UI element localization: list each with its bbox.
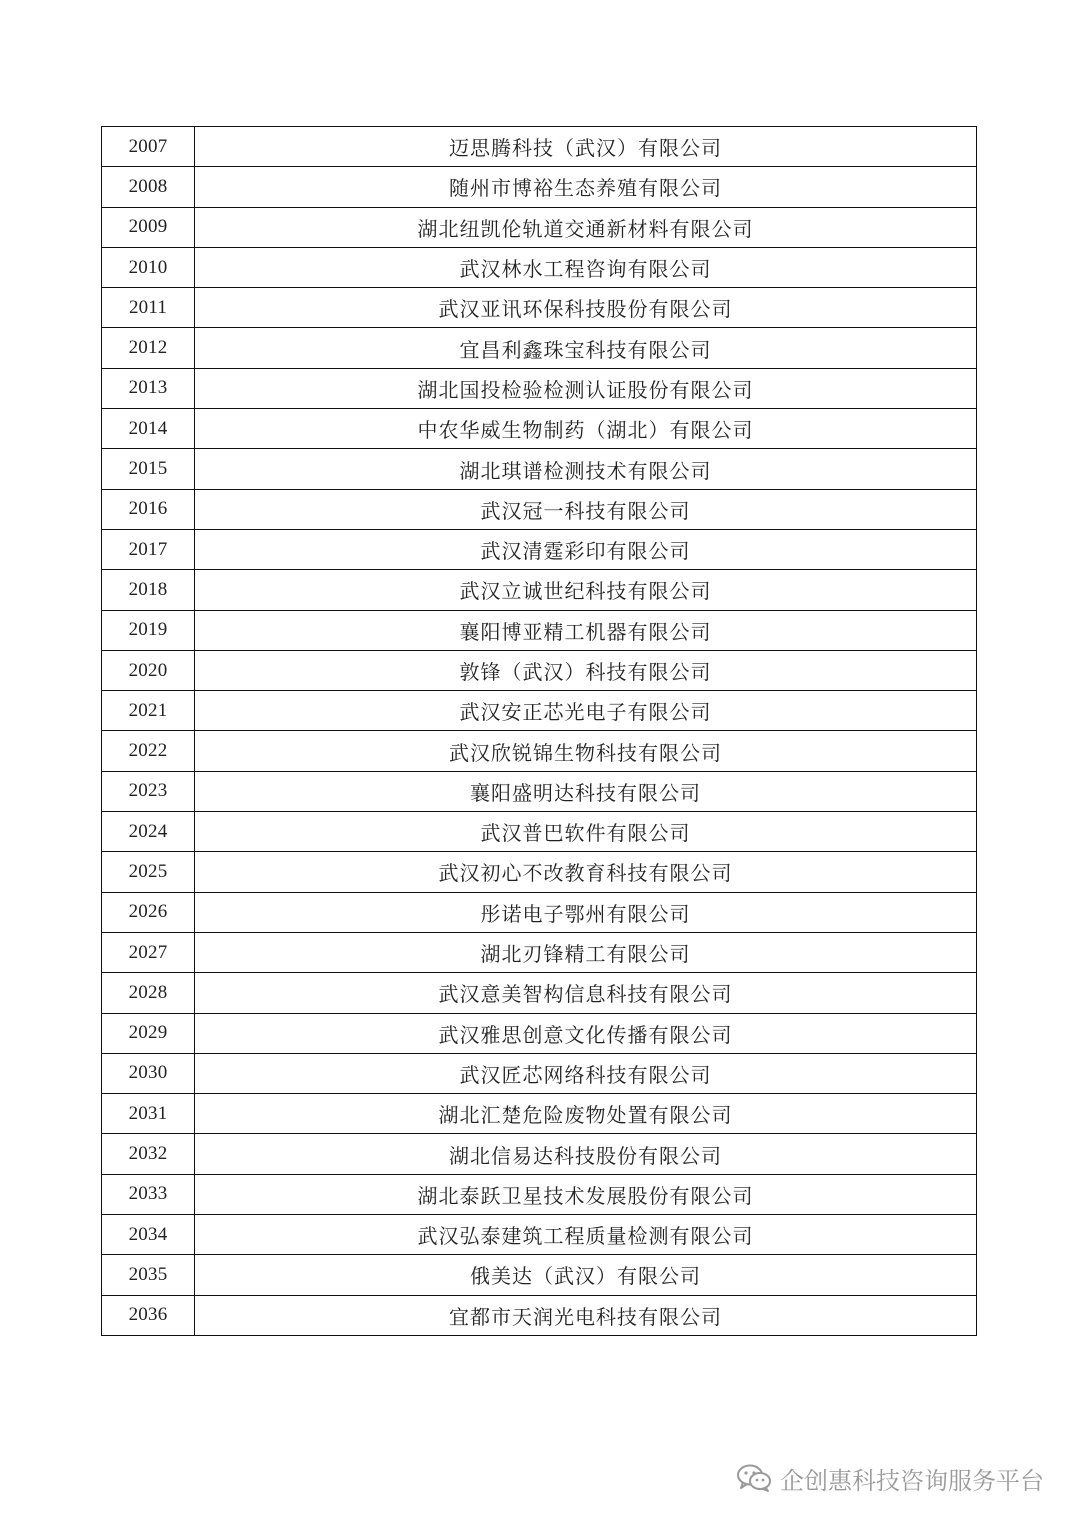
table-row — [102, 1013, 977, 1053]
row-number-cell: 2008 — [102, 167, 195, 207]
watermark-text: 企创惠科技咨询服务平台 — [780, 1466, 1044, 1495]
company-name-cell: 武汉意美智构信息科技有限公司 — [195, 973, 977, 1013]
company-name-cell: 中农华威生物制药（湖北）有限公司 — [195, 409, 977, 449]
table-row — [102, 449, 977, 489]
company-name-cell: 随州市博裕生态养殖有限公司 — [195, 167, 977, 207]
table-row — [102, 1174, 977, 1214]
company-name-cell: 武汉初心不改教育科技有限公司 — [195, 852, 977, 892]
row-number-cell: 2023 — [102, 771, 195, 811]
row-number-cell: 2035 — [102, 1255, 195, 1295]
row-number-cell: 2015 — [102, 449, 195, 489]
company-name-cell: 湖北刃锋精工有限公司 — [195, 932, 977, 972]
row-number-cell: 2020 — [102, 650, 195, 690]
table-row — [102, 731, 977, 771]
table-row — [102, 1094, 977, 1134]
table-row — [102, 610, 977, 650]
company-name-cell: 武汉弘泰建筑工程质量检测有限公司 — [195, 1215, 977, 1255]
table-row — [102, 973, 977, 1013]
company-name-cell: 湖北国投检验检测认证股份有限公司 — [195, 368, 977, 408]
company-name-cell: 武汉匠芯网络科技有限公司 — [195, 1053, 977, 1093]
company-name-cell: 武汉冠一科技有限公司 — [195, 489, 977, 529]
table-row — [102, 650, 977, 690]
row-number-cell: 2014 — [102, 409, 195, 449]
table-row — [102, 570, 977, 610]
row-number-cell: 2027 — [102, 932, 195, 972]
row-number-cell: 2033 — [102, 1174, 195, 1214]
company-name-cell: 武汉林水工程咨询有限公司 — [195, 247, 977, 287]
row-number-cell: 2018 — [102, 570, 195, 610]
table-row — [102, 812, 977, 852]
company-name-cell: 武汉雅思创意文化传播有限公司 — [195, 1013, 977, 1053]
company-name-cell: 湖北琪谱检测技术有限公司 — [195, 449, 977, 489]
company-name-cell: 武汉安正芯光电子有限公司 — [195, 691, 977, 731]
row-number-cell: 2021 — [102, 691, 195, 731]
row-number-cell: 2028 — [102, 973, 195, 1013]
watermark — [736, 1461, 1044, 1495]
row-number-cell: 2012 — [102, 328, 195, 368]
row-number-cell: 2034 — [102, 1215, 195, 1255]
wechat-icon — [736, 1463, 772, 1493]
table-row — [102, 932, 977, 972]
table-row — [102, 529, 977, 569]
table-row — [102, 288, 977, 328]
row-number-cell: 2031 — [102, 1094, 195, 1134]
table-row — [102, 892, 977, 932]
row-number-cell: 2007 — [102, 127, 195, 167]
table-row — [102, 409, 977, 449]
row-number-cell: 2025 — [102, 852, 195, 892]
company-name-cell: 武汉亚讯环保科技股份有限公司 — [195, 288, 977, 328]
row-number-cell: 2010 — [102, 247, 195, 287]
row-number-cell: 2030 — [102, 1053, 195, 1093]
company-name-cell: 宜昌利鑫珠宝科技有限公司 — [195, 328, 977, 368]
company-name-cell: 襄阳盛明达科技有限公司 — [195, 771, 977, 811]
table-row — [102, 368, 977, 408]
row-number-cell: 2019 — [102, 610, 195, 650]
company-list-table — [101, 126, 977, 1336]
table-row — [102, 167, 977, 207]
table-row — [102, 852, 977, 892]
company-list-body — [102, 127, 977, 1336]
row-number-cell: 2026 — [102, 892, 195, 932]
row-number-cell: 2016 — [102, 489, 195, 529]
company-name-cell: 襄阳博亚精工机器有限公司 — [195, 610, 977, 650]
company-name-cell: 彤诺电子鄂州有限公司 — [195, 892, 977, 932]
company-name-cell: 俄美达（武汉）有限公司 — [195, 1255, 977, 1295]
table-row — [102, 691, 977, 731]
table-row — [102, 1053, 977, 1093]
row-number-cell: 2011 — [102, 288, 195, 328]
table-row — [102, 207, 977, 247]
table-row — [102, 489, 977, 529]
table-row — [102, 771, 977, 811]
row-number-cell: 2032 — [102, 1134, 195, 1174]
company-name-cell: 迈思腾科技（武汉）有限公司 — [195, 127, 977, 167]
table-row — [102, 1134, 977, 1174]
company-name-cell: 湖北信易达科技股份有限公司 — [195, 1134, 977, 1174]
table-row — [102, 328, 977, 368]
company-name-cell: 湖北泰跃卫星技术发展股份有限公司 — [195, 1174, 977, 1214]
table-row — [102, 127, 977, 167]
row-number-cell: 2029 — [102, 1013, 195, 1053]
row-number-cell: 2036 — [102, 1295, 195, 1335]
company-name-cell: 武汉普巴软件有限公司 — [195, 812, 977, 852]
company-name-cell: 武汉立诚世纪科技有限公司 — [195, 570, 977, 610]
row-number-cell: 2024 — [102, 812, 195, 852]
table-row — [102, 1255, 977, 1295]
table-row — [102, 247, 977, 287]
company-name-cell: 武汉欣锐锦生物科技有限公司 — [195, 731, 977, 771]
row-number-cell: 2013 — [102, 368, 195, 408]
company-name-cell: 敦锋（武汉）科技有限公司 — [195, 650, 977, 690]
table-row — [102, 1215, 977, 1255]
company-name-cell: 湖北纽凯伦轨道交通新材料有限公司 — [195, 207, 977, 247]
table-row — [102, 1295, 977, 1335]
company-name-cell: 湖北汇楚危险废物处置有限公司 — [195, 1094, 977, 1134]
row-number-cell: 2022 — [102, 731, 195, 771]
company-name-cell: 宜都市天润光电科技有限公司 — [195, 1295, 977, 1335]
row-number-cell: 2017 — [102, 529, 195, 569]
company-name-cell: 武汉清霆彩印有限公司 — [195, 529, 977, 569]
row-number-cell: 2009 — [102, 207, 195, 247]
